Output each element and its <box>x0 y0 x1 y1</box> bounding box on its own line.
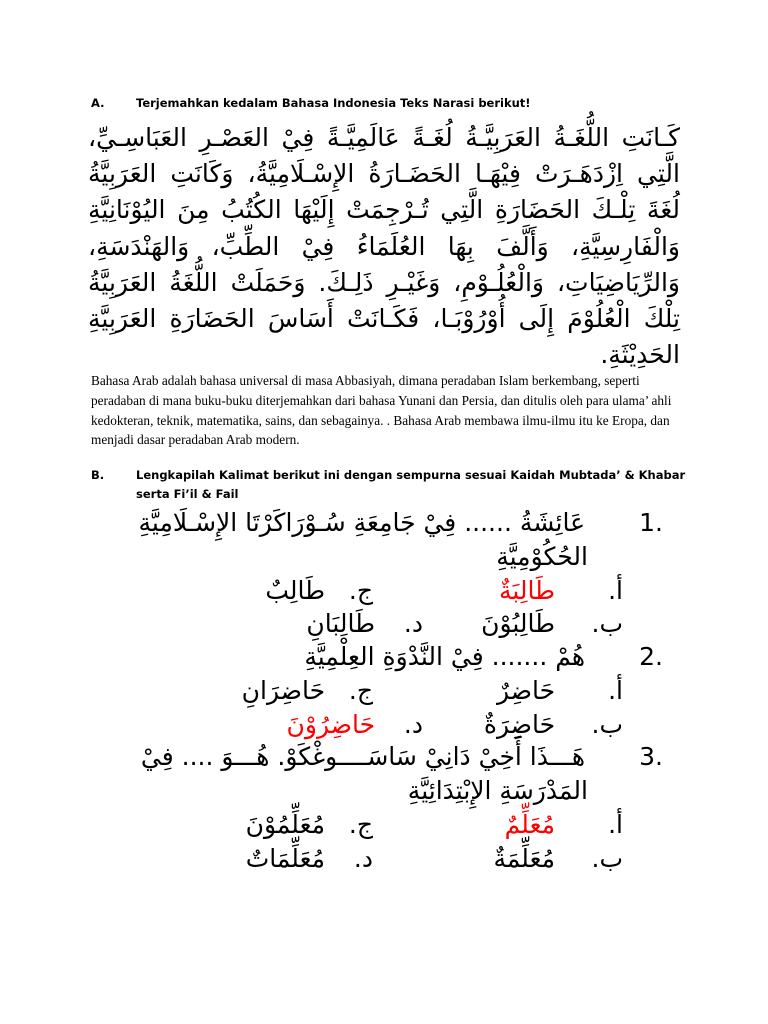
question-text: هُمْ ....... فِيْ النَّدْوَةِ العِلْمِيَّةِ <box>304 642 586 671</box>
option-value: حَاضِرٌ <box>496 676 556 705</box>
option-jim <box>242 674 373 708</box>
question-3-options-row-2 <box>63 842 623 876</box>
option-alif <box>499 574 623 608</box>
section-a-heading <box>91 94 691 113</box>
arabic-narrative-text: كَـانَتِ اللُّغَـةُ العَرَبِيَّـةُ لُغَـةً عَالَمِيَّـةً فِيْ العَصْـرِ العَبَاسِـيِّ، الَّتِي اِزْدَهَـرَتْ فِيْهَـا الحَضَـارَةُ الإِسْـلَامِيَّةُ، وَكَانَتِ العَرَبِيَّةُ لُغَةَ تِلْـكَ الحَضَارَةِ الَّتِي تُـرْجِمَتْ إِلَيْهَا الكُتُبُ مِنَ اليُوْنَانِيَّةِ وَالْفَارِسِيَّةِ، وَأَلَّفَ بِهَا العُلَمَاءُ فِيْ الطِّبِّ، وَالهَنْدَسَةِ، وَالرِّيَاضِيَاتِ، وَالْعُلُـوْمِ، وَغَيْـرِ ذَلِـكَ. وَحَمَلَتْ اللُّغَةُ العَرَبِيَّةُ تِلْكَ الْعُلُوْمَ إِلَى أُوْرُوْبَـا، فَكَـانَتْ أَسَاسَ الحَضَارَةِ العَرَبِيَّةِ الحَدِيْثَةِ. <box>88 123 680 370</box>
question-2-options-row-2 <box>63 708 623 742</box>
option-label: د. <box>403 710 423 739</box>
section-b-instruction: Lengkapilah Kalimat berikut ini dengan sempurna sesuai Kaidah Mubtada’ & Khabar serta Fi’il & Fail <box>136 468 686 501</box>
option-label: أ. <box>608 676 623 705</box>
option-label: ج. <box>348 810 373 839</box>
option-value: طَالِبَةٌ <box>498 576 556 605</box>
section-a-instruction: Terjemahkan kedalam Bahasa Indonesia Teks Narasi berikut! <box>136 96 531 110</box>
option-label: أ. <box>608 576 623 605</box>
option-jim <box>265 574 373 608</box>
question-number: .1 <box>639 508 663 537</box>
option-value: مُعَلِّمَةٌ <box>493 844 556 873</box>
option-alif <box>497 674 623 708</box>
option-label: د. <box>353 844 373 873</box>
option-label: ب. <box>591 710 623 739</box>
option-alif <box>505 808 623 842</box>
option-value: طَالِبٌ <box>265 576 326 605</box>
question-number: .3 <box>639 742 663 771</box>
section-a-letter: A. <box>91 96 105 110</box>
question-1-options-row-2 <box>63 607 623 641</box>
option-value: حَاضِرَانِ <box>241 676 326 705</box>
section-b-letter: B. <box>91 468 105 482</box>
option-value: طَالِبُوْنَ <box>481 609 556 638</box>
option-label: د. <box>403 609 423 638</box>
option-label: ب. <box>591 609 623 638</box>
question-2 <box>83 640 663 674</box>
question-1 <box>83 506 663 540</box>
option-value: طَالِبَانِ <box>306 609 376 638</box>
option-ba <box>484 708 623 742</box>
question-2-options-row-1 <box>63 674 623 708</box>
option-value: حَاضِرَةٌ <box>483 710 556 739</box>
question-3-options-row-1 <box>63 808 623 842</box>
question-text: عَائِشَةُ ...... فِيْ جَامِعَةِ سُـوْرَاكَرْتَا الإِسْـلَامِيَّةِ <box>138 508 586 537</box>
option-dal <box>306 607 423 641</box>
option-label: ج. <box>348 576 373 605</box>
option-dal <box>287 708 423 742</box>
question-3-continuation: المَدْرَسَةِ الإِبْتِدَائِيَّةِ <box>407 776 588 805</box>
option-ba <box>493 842 623 876</box>
question-3 <box>83 740 663 774</box>
option-value: مُعَلِّمُوْنَ <box>245 810 326 839</box>
option-label: أ. <box>608 810 623 839</box>
option-ba <box>481 607 623 641</box>
question-1-continuation: الحُكُوْمِيَّةِ <box>496 542 588 571</box>
option-dal <box>246 842 373 876</box>
option-jim <box>246 808 373 842</box>
option-label: ج. <box>348 676 373 705</box>
section-b-heading <box>91 466 691 504</box>
question-number: .2 <box>639 642 663 671</box>
option-value: مُعَلِّمَاتٌ <box>245 844 326 873</box>
question-text: هَـــذَا أَخِيْ دَانِيْ سَاسَــــوغْكَوْ. هُـــوَ .... فِيْ <box>140 742 586 771</box>
option-value: مُعَلِّمٌ <box>504 810 556 839</box>
option-label: ب. <box>591 844 623 873</box>
question-1-options-row-1 <box>63 574 623 608</box>
indonesian-translation: Bahasa Arab adalah bahasa universal di masa Abbasiyah, dimana peradaban Islam berkembang, seperti peradaban di mana buku-buku diterjemahkan dari bahasa Yunani dan Persia, dan ditulis oleh para ulama’ ahli kedokteran, teknik, matematika, sains, dan sebagainya. . Bahasa Arab membawa ilmu-ilmu itu ke Eropa, dan menjadi dasar peradaban Arab modern. <box>91 373 672 448</box>
option-value: حَاضِرُوْنَ <box>286 710 376 739</box>
